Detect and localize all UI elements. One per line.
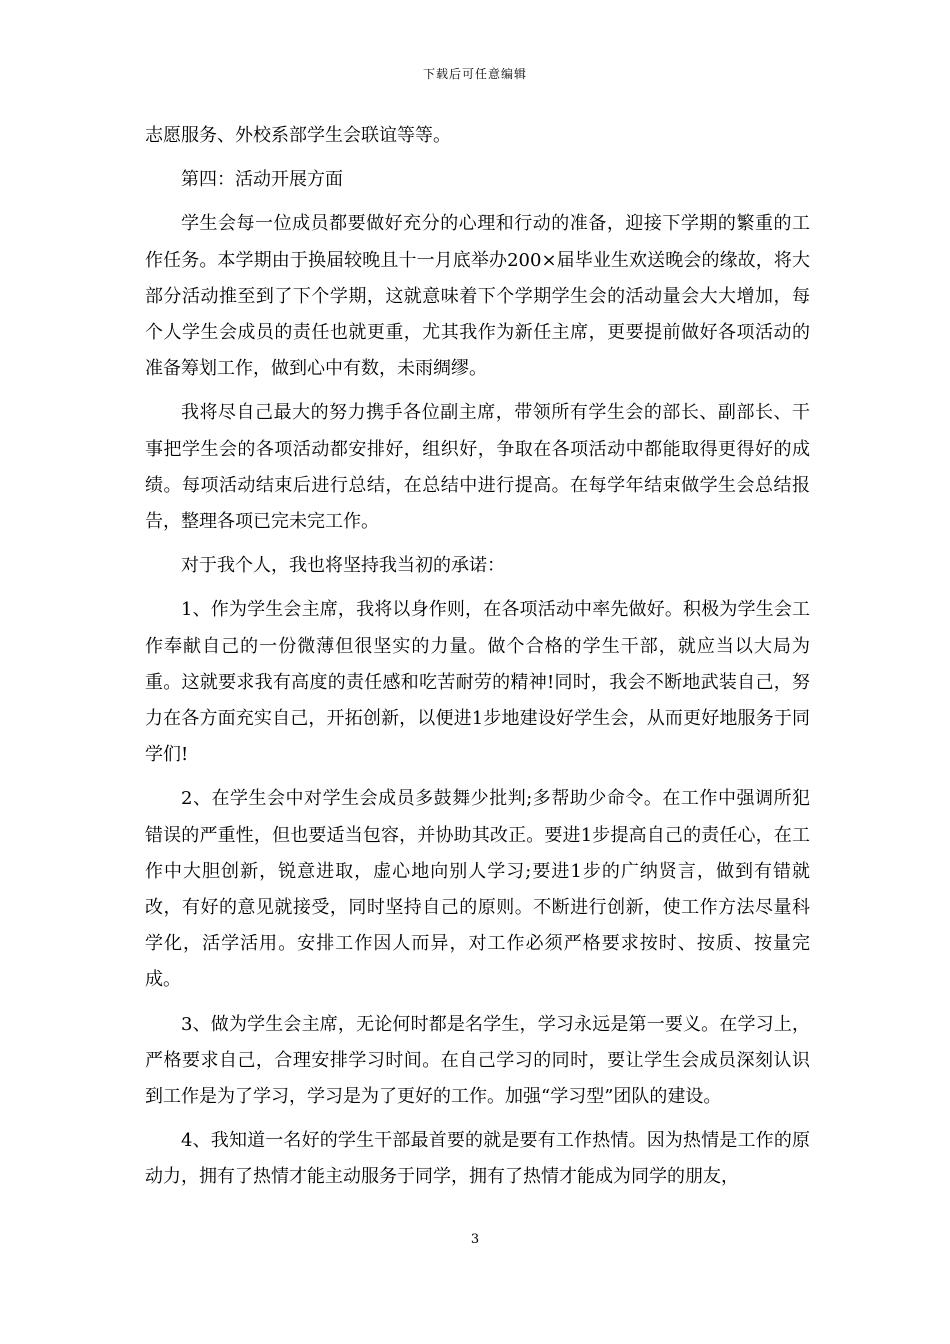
list-item-paragraph: 4、我知道一名好的学生干部最首要的就是要有工作热情。因为热情是工作的原动力，拥有了热情才能主动服务于同学，拥有了热情才能成为同学的朋友，: [145, 1130, 810, 1188]
section-heading: 第四：活动开展方面: [181, 169, 343, 191]
document-body: [145, 118, 810, 1204]
list-item-paragraph: 1、作为学生会主席，我将以身作则，在各项活动中率先做好。积极为学生会工作奉献自己的一份微薄但很坚实的力量。做个合格的学生干部，就应当以大局为重。这就要求我有高度的责任感和吃苦耐劳的精神!同时，我会不断地武装自己，努力在各方面充实自己，开拓创新，以便进1步地建设好学生会，从而更好地服务于同学们!: [145, 599, 810, 766]
paragraph: 我将尽自己最大的努力携手各位副主席，带领所有学生会的部长、副部长、干事把学生会的各项活动都安排好，组织好，争取在各项活动中都能取得更得好的成绩。每项活动结束后进行总结，在总结中进行提高。在每学年结束做学生会总结报告，整理各项已完未完工作。: [145, 402, 810, 533]
paragraph: 学生会每一位成员都要做好充分的心理和行动的准备，迎接下学期的繁重的工作任务。本学期由于换届较晚且十一月底举办200×届毕业生欢送晚会的缘故，将大部分活动推至到了下个学期，这就意味着下个学期学生会的活动量会大大增加，每个人学生会成员的责任也就更重，尤其我作为新任主席，更要提前做好各项活动的准备筹划工作，做到心中有数，未雨绸缪。: [145, 213, 810, 380]
paragraph: 对于我个人，我也将坚持我当初的承诺：: [181, 555, 505, 577]
page-number: 3: [470, 1232, 480, 1247]
list-item-paragraph: 3、做为学生会主席，无论何时都是名学生，学习永远是第一要义。在学习上，严格要求自己，合理安排学习时间。在自己学习的同时，要让学生会成员深刻认识到工作是为了学习，学习是为了更好的工作。加强“学习型”团队的建设。: [145, 1013, 810, 1108]
page-header-note: 下载后可任意编辑: [422, 67, 527, 81]
list-item-paragraph: 2、在学生会中对学生会成员多鼓舞少批判;多帮助少命令。在工作中强调所犯错误的严重性，但也要适当包容，并协助其改正。要进1步提高自己的责任心，在工作中大胆创新，锐意进取，虚心地向别人学习;要进1步的广纳贤言，做到有错就改，有好的意见就接受，同时坚持自己的原则。不断进行创新，使工作方法尽量科学化，活学活用。安排工作因人而异，对工作必须严格要求按时、按质、按量完成。: [145, 788, 810, 991]
paragraph-continuation: 志愿服务、外校系部学生会联谊等等。: [145, 125, 451, 146]
